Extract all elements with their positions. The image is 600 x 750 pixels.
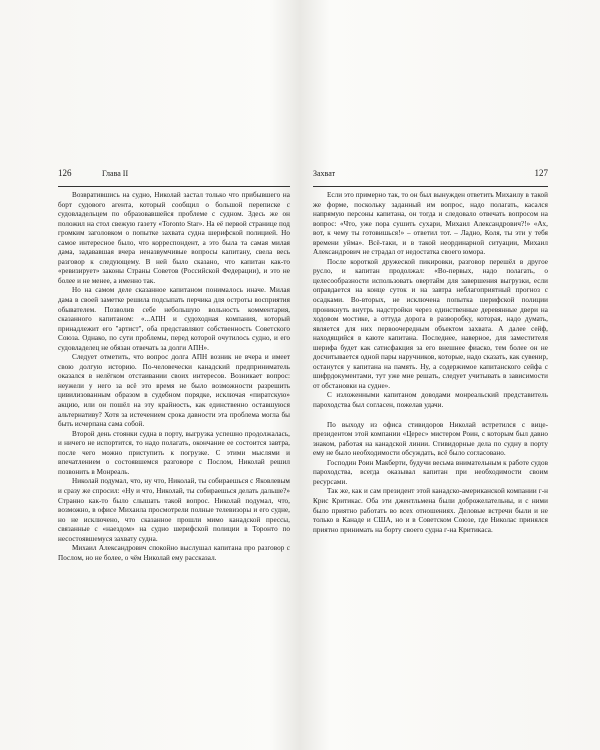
paragraph: Михаил Александрович спокойно выслушал капитана про разговор с Послом, но не более, о чём Николай ему рассказал. (58, 544, 290, 562)
chapter-title: Захват (313, 169, 336, 178)
paragraph: Николай подумал, что, ну что, Николай, ты собираешься с Яковлевым и сразу же спросил: «Ну и что, Николай, ты собираешься делать дальше?» Странно как-то было слышать такой вопрос. Николай подумал, что, возможно, в офисе Михаила просмотрели полные телевизоры и его судне, но не исключено, что сказанное прошли мимо канадской прессы, связанные с «наездом» на судно шерифской полиции в Торонто по несостоявшемуся захвату судна. (58, 477, 290, 543)
page-text-right (313, 183, 548, 535)
running-header-left (58, 168, 290, 187)
page-number: 126 (58, 168, 72, 178)
paragraph: Следует отметить, что вопрос долга АПН возник не вчера и имеет свою долгую историю. По-человечески канадский предприниматель оказался в нелёгком отстаивании своих интересов. Возникает вопрос: неужели у него за всё это время не было возможности разрешить цивилизованным образом в судебном порядке, исключая «пиратскую» акцию, или он пошёл на эту крайность, как единственно оставшуюся альтернативу? Хотя за истечением срока давности эта проблема могла бы быть исчерпана сама собой. (58, 353, 290, 429)
paragraph: С изложенными капитаном доводами монреальский представитель пароходства был согласен, пожелав удачи. (313, 391, 548, 410)
paragraph: Если это примерно так, то он был вынужден ответить Михаилу в такой же форме, поскольку заданный им вопрос, надо полагать, касался напрямую персоны капитана, он тогда и следовало отвечать вопросом на вопрос: «Что, уже пора сушить сухари, Михаил Александрович?!» «Ах, вот, к чему ты готовишься!» – ответил тот. – Ладно, Коля, ты эти у тебя времени уйма». Всё-таки, и в такой неординарной ситуации, Михаил Александрович не страдал от недостатка своего юмора. (313, 191, 548, 257)
paragraph: Господин Роин Макберти, будучи весьма внимательным к работе судов пароходства, всегда оказывал капитан при необходимости своим ресурсами. (313, 458, 548, 486)
right-page (313, 168, 548, 728)
paragraph: Второй день стоянки судна в порту, выгрузка успешно продолжалась, и ничего не испортится, то надо полагать, окончание ее состоится завтра, после чего можно приступить к погрузке. С этими мыслями и впечатлением о состоявшемся разговоре с Послом, Николай решил позвонить в Монреаль. (58, 429, 290, 476)
chapter-title: Глава II (102, 169, 129, 178)
paragraph: После короткой дружеской пикировки, разговор перешёл в другое русло, и капитан продолжал: «Во-первых, надо полагать, о целесообразности использовать овертайм для завершения выгрузки, если оправдается на конце суток и на завтра неблагоприятный прогноз с осадками. Во-вторых, не исключена попытка шерифской полиции проникнуть внутрь надстройки через единственные деревянные двери на ходовом мостике, а оттуда дорога в разворобку, которая, надо думать, является для них первоочередным объектом захвата. А далее сейф, находящийся в каюте капитана. Последнее, наверное, для заместителя шерифа будет как сатисфакция за его внешнее фиаско, тем более он не досчитывается одной пары наручников, которые, надо сказать, как сувенир, останутся у капитана на память. Ну, а содержимое капитанского сейфа с шифрдокументами, тут уже мне решать, следует учитывать в зависимости от обстановки на судне». (313, 257, 548, 390)
paragraph: Возвратившись на судно, Николай застал только что прибывшего на борт судового агента, который сообщил о большой переписке с судовладельцем по образовавшейся проблеме с судном. Здесь же он положил на стол свежую газету «Toronto Star». На её первой странице под громким заголовком о попытке захвата судна шерифской полицией. Но самое интересное было, что корреспондент, а это была та самая милая дама, задававшая вчера неназвумчивые вопросы капитану, свела весь разговор к следующему. В ней было сказано, что капитан как-то «ревизирует» законы Страны Советов (Российской Федерации), и это не более и не менее, а именно так. (58, 191, 290, 285)
paragraph: Но на самом деле сказанное капитаном понималось иначе. Милая дама в своей заметке решила подсыпать перчика для остроты восприятия обывателем. Позволив себе небольшую вольность комментария, сказанного капитаном: «...АПН и судоходная компания, который принадлежит его "артист", оба представляют собственность Советского Союза. Однако, по сути проблемы, перед которой очутилось судно, и его судовладелец не обязан отвечать за долги АПН». (58, 286, 290, 352)
paragraph: Так же, как и сам президент этой канадско-американской компании г-н Крис Критикас. Оба эти джентльмена были доброжелательны, и с ними было приятно работать во всех отношениях. Деловые встречи были и не только в Канаде и США, но и в Советском Союзе, где Николас принялся приятно принимать на борту своего судна г-на Критикаса. (313, 487, 548, 534)
page-number: 127 (534, 168, 548, 178)
running-header-right (313, 168, 548, 187)
page-text-left (58, 183, 290, 563)
left-page (58, 168, 290, 728)
paragraph: По выходу из офиса стивидоров Николай встретился с вице-президентом этой компании «Церес» мистером Роин, с которым был давно знаком, работая на канадской линии. Стивидорные дела по судну в порту ему не было необходимости обсуждать, всё было согласовано. (313, 420, 548, 458)
